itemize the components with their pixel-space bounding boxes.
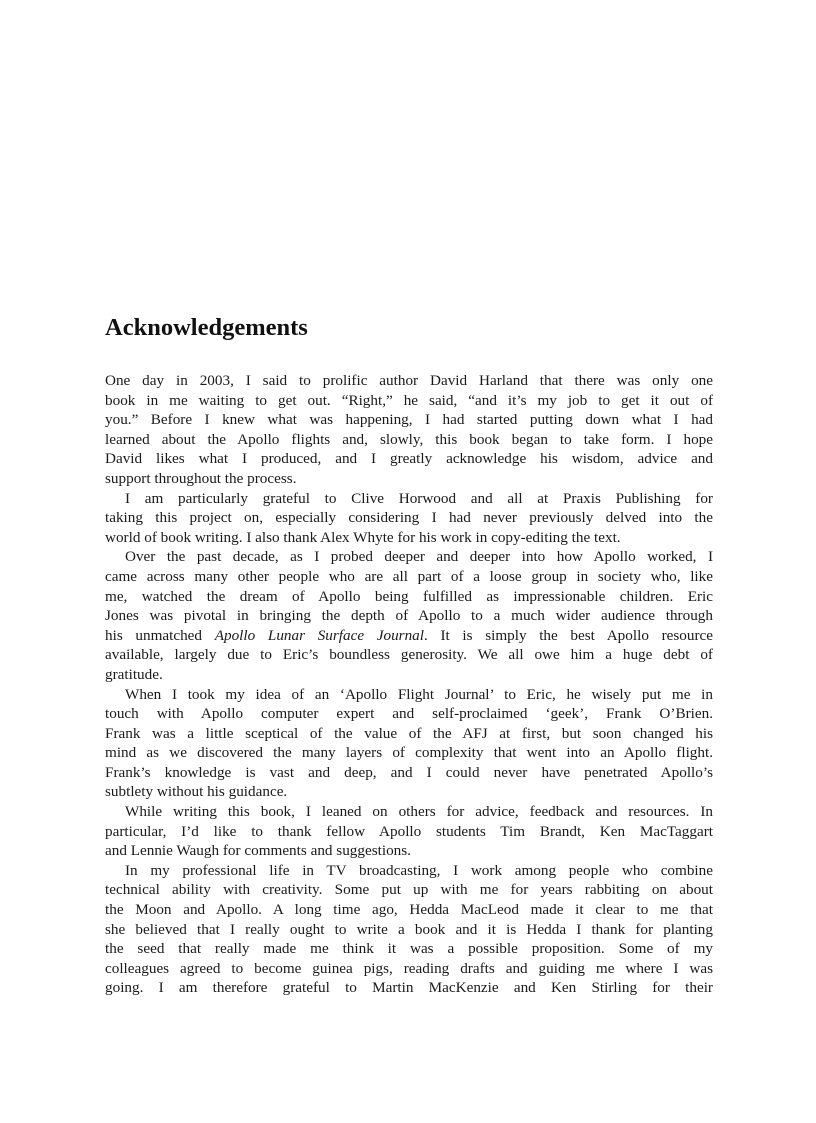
text-line: the Moon and Apollo. A long time ago, Hedda MacLeod made it clear to me that	[105, 901, 713, 919]
text-line: When I took my idea of an ‘Apollo Flight Journal’ to Eric, he wisely put me in	[125, 685, 713, 703]
text-line: I am particularly grateful to Clive Horwood and all at Praxis Publishing for	[125, 489, 713, 507]
text-line: Jones was pivotal in bringing the depth of Apollo to a much wider audience through	[105, 607, 713, 625]
text-line: colleagues agreed to become guinea pigs, reading drafts and guiding me where I was	[105, 959, 713, 977]
text-line: book in me waiting to get out. “Right,” he said, “and it’s my job to get it out of	[105, 391, 713, 409]
text-line: technical ability with creativity. Some put up with me for years rabbiting on about	[105, 881, 713, 899]
text-line: and Lennie Waugh for comments and suggestions.	[105, 842, 411, 860]
text-line: mind as we discovered the many layers of complexity that went into an Apollo flight.	[105, 744, 713, 762]
text-line: One day in 2003, I said to prolific author David Harland that there was only one	[105, 372, 713, 389]
text-line: David likes what I produced, and I greatly acknowledge his wisdom, advice and	[105, 450, 713, 468]
body-text	[105, 371, 713, 998]
text-line: learned about the Apollo flights and, slowly, this book began to take form. I hope	[105, 430, 713, 448]
text-line: While writing this book, I leaned on others for advice, feedback and resources. In	[125, 803, 713, 821]
text-line-with-title	[105, 626, 713, 646]
text-line: touch with Apollo computer expert and self-proclaimed ‘geek’, Frank O’Brien.	[105, 705, 713, 723]
text-line: Frank’s knowledge is vast and deep, and I could never have penetrated Apollo’s	[105, 763, 713, 781]
text-line: available, largely due to Eric’s boundless generosity. We all owe him a huge debt of	[105, 646, 713, 664]
text-line: came across many other people who are all part of a loose group in society who, like	[105, 567, 713, 585]
text-line: going. I am therefore grateful to Martin MacKenzie and Ken Stirling for their	[105, 979, 713, 997]
line-text-before: his unmatched	[105, 626, 215, 644]
text-line: taking this project on, especially considering I had never previously delved into the	[105, 509, 713, 527]
text-line: me, watched the dream of Apollo being fulfilled as impressionable children. Eric	[105, 587, 713, 605]
journal-title-italic: Apollo Lunar Surface Journal	[214, 626, 424, 644]
text-line: subtlety without his guidance.	[105, 783, 288, 801]
text-line: support throughout the process.	[105, 469, 297, 487]
line-text-after: . It is simply the best Apollo resource	[423, 626, 714, 644]
text-line: Frank was a little sceptical of the value of the AFJ at first, but soon changed his	[105, 724, 713, 742]
text-line: the seed that really made me think it was a possible proposition. Some of my	[105, 940, 713, 958]
text-line: world of book writing. I also thank Alex Whyte for his work in copy-editing the text.	[105, 528, 621, 546]
text-line: gratitude.	[105, 665, 163, 683]
text-line: Over the past decade, as I probed deeper and deeper into how Apollo worked, I	[125, 548, 713, 566]
text-line: particular, I’d like to thank fellow Apollo students Tim Brandt, Ken MacTaggart	[105, 822, 713, 840]
text-line: In my professional life in TV broadcasting, I work among people who combine	[125, 861, 713, 879]
text-line: you.” Before I knew what was happening, I had started putting down what I had	[105, 411, 713, 429]
chapter-heading: Acknowledgements	[105, 314, 308, 341]
text-line: she believed that I really ought to write a book and it is Hedda I thank for planting	[105, 920, 713, 938]
